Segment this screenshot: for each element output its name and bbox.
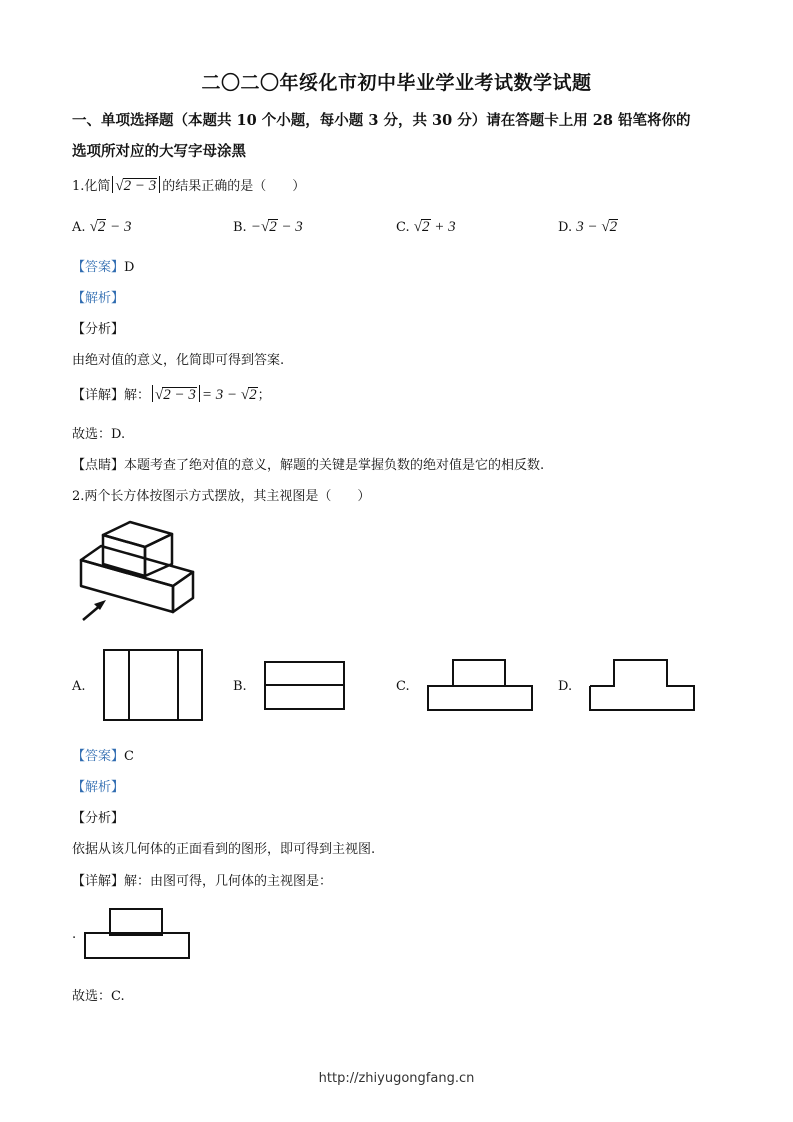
question-1-expr: 2 − 3 — [123, 178, 157, 194]
q2-fenxi-tag: 【分析】 — [72, 811, 125, 826]
q1-option-a: A. √2 − 3 — [72, 219, 132, 235]
question-1: 1.化简 √2 − 3 的结果正确的是（ ） — [72, 178, 306, 194]
section-heading-line2: 选项所对应的大写字母涂黑 — [72, 143, 246, 160]
q1-choose: 故选：D. — [72, 427, 126, 442]
q2-option-c-label: C. — [396, 679, 410, 694]
q2-detail-dot: . — [72, 927, 77, 942]
q2-answer: 【答案】C — [72, 749, 134, 764]
q2-option-c-figure — [427, 659, 533, 711]
q2-option-b-figure — [264, 661, 345, 710]
section-heading-line1: 一、单项选择题（本题共 10 个小题，每小题 3 分，共 30 分）请在答题卡上用 28 铅笔将你的 — [72, 112, 691, 129]
page-title: 二〇二〇年绥化市初中毕业学业考试数学试题 — [201, 72, 592, 94]
q1-detail: 【详解】解： √2 − 3 = 3 − √2； — [72, 387, 271, 403]
question-1-prefix: 1.化简 — [72, 179, 111, 194]
q1-fenxi-tag: 【分析】 — [72, 322, 125, 337]
q2-3d-figure — [78, 520, 198, 625]
q1-option-d: D. 3 − √2 — [558, 219, 618, 235]
footer-url[interactable]: http://zhiyugongfang.cn — [318, 1071, 475, 1086]
q2-choose: 故选：C. — [72, 989, 125, 1004]
q1-answer: 【答案】D — [72, 260, 135, 275]
question-2: 2.两个长方体按图示方式摆放，其主视图是（ ） — [72, 489, 371, 504]
q2-fenxi-text: 依据从该几何体的正面看到的图形，即可得到主视图. — [72, 842, 376, 857]
q2-option-b-label: B. — [233, 679, 247, 694]
q1-option-c: C. √2 + 3 — [396, 219, 456, 235]
question-1-suffix: 的结果正确的是（ ） — [162, 179, 306, 194]
q1-comment: 【点睛】本题考查了绝对值的意义，解题的关键是掌握负数的绝对值是它的相反数. — [72, 458, 545, 473]
q2-detail: 【详解】解：由图可得，几何体的主视图是： — [72, 874, 333, 889]
q2-detail-figure — [84, 908, 190, 960]
q2-option-d-figure — [589, 659, 695, 711]
q2-option-a-figure — [103, 649, 203, 721]
q2-option-a-label: A. — [72, 679, 86, 694]
q2-analysis-tag: 【解析】 — [72, 780, 125, 795]
q1-analysis-tag: 【解析】 — [72, 291, 125, 306]
q1-fenxi-text: 由绝对值的意义，化简即可得到答案. — [72, 353, 285, 368]
q2-option-d-label: D. — [558, 679, 573, 694]
q1-option-b: B. −√2 − 3 — [233, 219, 303, 235]
